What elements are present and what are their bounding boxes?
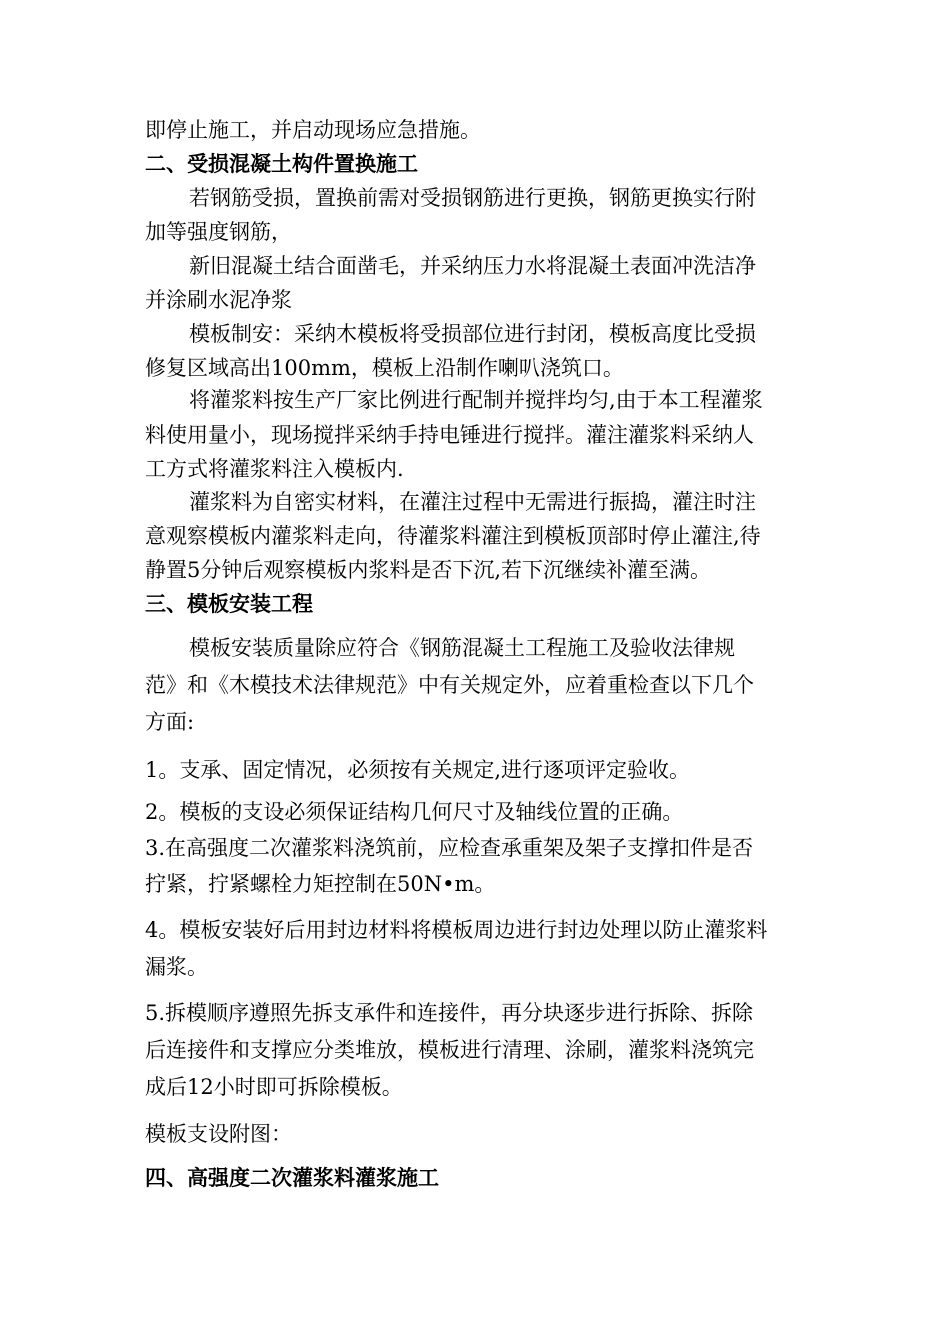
text-line: 2。模板的支设必须保证结构几何尺寸及轴线位置的正确。 [145, 800, 684, 824]
text-line: 3.在高强度二次灌浆料浇筑前，应检查承重架及架子支撑扣件是否 [145, 836, 754, 860]
text-line: 4。模板安装好后用封边材料将模板周边进行封边处理以防止灌浆料 [145, 918, 768, 942]
text-line: 5.拆模顺序遵照先拆支承件和连接件，再分块逐步进行拆除、拆除 [145, 1001, 754, 1025]
text-line: 静置5分钟后观察模板内浆料是否下沉,若下沉继续补灌至满。 [145, 558, 712, 582]
text-line: 模板安装质量除应符合《钢筋混凝土工程施工及验收法律规 [189, 636, 735, 660]
text-line: 将灌浆料按生产厂家比例进行配制并搅拌均匀,由于本工程灌浆 [189, 388, 763, 412]
text-line: 意观察模板内灌浆料走向，待灌浆料灌注到模板顶部时停止灌注,待 [145, 524, 761, 548]
text-line: 新旧混凝土结合面凿毛，并采纳压力水将混凝土表面冲洗洁净 [189, 254, 756, 278]
text-line: 模板支设附图： [145, 1122, 292, 1146]
section-heading: 三、模板安装工程 [145, 591, 313, 616]
text-line: 漏浆。 [145, 955, 208, 979]
text-line: 范》和《木模技术法律规范》中有关规定外，应着重检查以下几个 [145, 673, 754, 697]
text-line: 并涂刷水泥净浆 [145, 288, 292, 312]
text-line: 修复区域高出100mm，模板上沿制作喇叭浇筑口。 [145, 356, 624, 380]
text-line: 后连接件和支撑应分类堆放，模板进行清理、涂刷，灌浆料浇筑完 [145, 1038, 754, 1062]
section-heading: 四、高强度二次灌浆料灌浆施工 [145, 1165, 439, 1190]
text-line: 若钢筋受损，置换前需对受损钢筋进行更换，钢筋更换实行附 [189, 186, 756, 210]
text-line: 模板制安：采纳木模板将受损部位进行封闭，模板高度比受损 [189, 322, 756, 346]
section-heading: 二、受损混凝土构件置换施工 [145, 151, 418, 176]
text-line: 工方式将灌浆料注入模板内. [145, 457, 404, 481]
text-line: 拧紧，拧紧螺栓力矩控制在50N•m。 [145, 872, 496, 896]
text-line: 灌浆料为自密实材料，在灌注过程中无需进行振捣，灌注时注 [189, 490, 756, 514]
text-line: 即停止施工，并启动现场应急措施。 [145, 118, 481, 142]
text-line: 料使用量小，现场搅拌采纳手持电锤进行搅拌。灌注灌浆料采纳人 [145, 423, 754, 447]
text-line: 成后12小时即可拆除模板。 [145, 1075, 403, 1099]
text-line: 方面: [145, 710, 195, 734]
text-line: 1。支承、固定情况，必须按有关规定,进行逐项评定验收。 [145, 758, 691, 782]
text-line: 加等强度钢筋， [145, 220, 292, 244]
